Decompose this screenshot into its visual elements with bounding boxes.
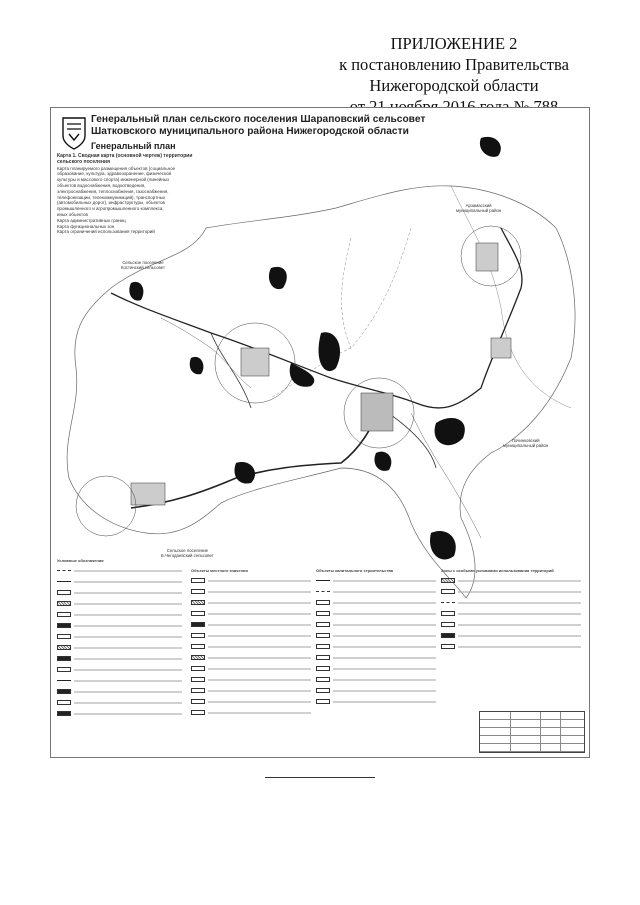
legend-item [57,620,182,631]
card-item: Карта функциональных зон [57,223,115,229]
legend-column-1 [57,558,182,719]
legend-column-4 [441,568,581,652]
legend-item [57,609,182,620]
appendix-header [324,33,584,117]
appendix-ref: к постановлению Правительства [339,55,569,74]
legend-item [191,630,311,641]
legend-item [441,575,581,586]
legend-item [57,653,182,664]
legend-item [316,575,436,586]
appendix-region: Нижегородской области [369,76,539,95]
card-item: промышленного и агропромышленного комплекса, [57,206,164,212]
legend-item [191,597,311,608]
legend-item [57,708,182,719]
legend-item [57,686,182,697]
road-south [131,408,381,508]
legend-item [191,652,311,663]
legend-heading: Объекты капитального строительства [316,568,393,573]
legend-item [57,664,182,675]
legend-item [57,598,182,609]
legend-item [441,586,581,597]
legend-item [191,619,311,630]
legend-item [191,608,311,619]
map-title-line1: Генеральный план сельского поселения Шараповский сельсовет [91,114,426,125]
legend-heading: Условные обозначения [57,558,104,563]
legend-item [316,597,436,608]
card-item: образование, культура, здравоохранение, физической [57,171,172,177]
legend-item [441,608,581,619]
legend-heading: Зоны с особыми условиями использования территорий [441,568,554,573]
legend-heading: Объекты местного значения [191,568,248,573]
card-title: Карта 1. Сводная карта (основной чертеж) территории сельского поселения [57,153,193,165]
legend-item [316,652,436,663]
card-item: телефонизации, телекоммуникаций), транспортных [57,194,166,200]
legend-item [316,641,436,652]
legend-item [316,619,436,630]
legend-item [316,696,436,707]
legend-item [191,685,311,696]
master-plan-sheet [50,107,590,758]
legend-item [57,565,182,576]
legend-item [57,587,182,598]
footer-rule [265,777,375,778]
map-title-line2: Шатковского муниципального района Нижегородской области [91,126,409,137]
legend-item [316,685,436,696]
legend-item [316,630,436,641]
legend-item [57,675,182,686]
legend-item [57,642,182,653]
card-item: объектов водоснабжения, водоотведения, [57,182,146,188]
map-title-block [91,114,425,152]
card-item: электроснабжения, теплоснабжения, газоснабжения, [57,188,169,194]
card-item: иных объектов [57,211,88,217]
legend-item [191,586,311,597]
legend-item [316,608,436,619]
legend-item [57,697,182,708]
legend-item [441,619,581,630]
legend-column-2 [191,568,311,718]
map-subtitle: Генеральный план [91,141,176,151]
label-west-settlement: Сельское поселение Костинский сельсовет [121,260,165,270]
legend-item [316,586,436,597]
card-item: Карта ограничений использования территорий [57,229,155,235]
legend-item [441,630,581,641]
label-east-district: Починковский муниципальный район [503,438,549,448]
card-item: Карта планируемого размещения объектов (социальное [57,165,176,171]
legend-item [191,707,311,718]
legend-column-3 [316,568,436,707]
legend-item [191,641,311,652]
legend-item [316,663,436,674]
legend-item [191,696,311,707]
card-item: (автомобильных дорог), инфраструктуры, объектов [57,200,165,206]
legend-item [441,597,581,608]
legend-item [57,576,182,587]
legend-item [191,674,311,685]
label-sw-settlement: Сельское поселение Б.Чегодаевский сельсовет [161,548,214,558]
river [161,318,251,388]
legend-item [316,674,436,685]
label-ne-district: Арзамасский муниципальный район [456,203,502,213]
legend-item [57,631,182,642]
card-item: культуры и массового спорта) инженерной (линейных [57,177,170,183]
title-stamp [479,711,585,753]
district-emblem-icon [61,116,87,150]
village-circle-sw [76,476,136,536]
legend-item [191,575,311,586]
settlement-boundary [67,186,575,598]
legend-item [191,663,311,674]
map-card-list [57,154,207,235]
legend-item [441,641,581,652]
card-item: Карта административных границ [57,217,126,223]
appendix-number: ПРИЛОЖЕНИЕ 2 [390,34,518,53]
main-road [111,228,522,408]
district-boundary-east [451,186,571,408]
